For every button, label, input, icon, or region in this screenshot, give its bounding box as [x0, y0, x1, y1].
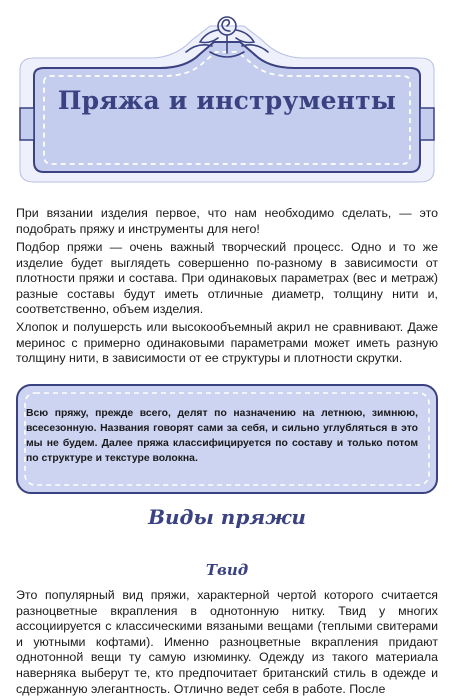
- subsection-title: Твид: [205, 561, 249, 579]
- intro-paragraph-2: Подбор пряжи — очень важный творческий процесс. Одно и то же изделие будет выглядеть совершенно по-разному в зависимости от плотности пряжи и состава. При одинаковых параметрах (вес и метраж) разные составы будут иметь отличные диаметр, толщину нити и, соответственно, объем изделия.: [16, 240, 438, 317]
- rose-ornament-icon: [182, 6, 272, 66]
- intro-paragraph-1: При вязании изделия первое, что нам необходимо сделать, — это подобрать пряжу и инструменты для него!: [16, 206, 438, 236]
- section-title: Виды пряжи: [148, 505, 306, 529]
- note-text: Всю пряжу, прежде всего, делят по назначению на летнюю, зимнюю, всесезонную. Названия говорят сами за себя, и сильно углубляться в это мы не будем. Далее пряжа классифицируется по составу и только потом по структуре и текстуре волокна.: [26, 408, 418, 464]
- intro-paragraph-3: Хлопок и полушерсть или высокообъемный акрил не сравнивают. Даже меринос с примерно одинаковыми параметрами может иметь разную толщину нити, в зависимости от ее структуры и плотности скрутки.: [16, 320, 438, 366]
- page-title: Пряжа и инструменты: [57, 86, 397, 115]
- header-banner: [0, 0, 454, 190]
- tweed-paragraph: Это популярный вид пряжи, характерной чертой которого считается разноцветные вкрапления в однотонную нитку. Твид у многих ассоциируется с классическими вязаными вещами (теплыми свитерами и уютными кофтами). Именно разноцветные вкрапления придают однотонной вещи ту самую изюминку. Одежду из такого материала наверняка выберут те, кто предпочитает британский стиль в одежде и сдержанную элегантность. Отлично ведет себя в работе. После: [16, 588, 438, 696]
